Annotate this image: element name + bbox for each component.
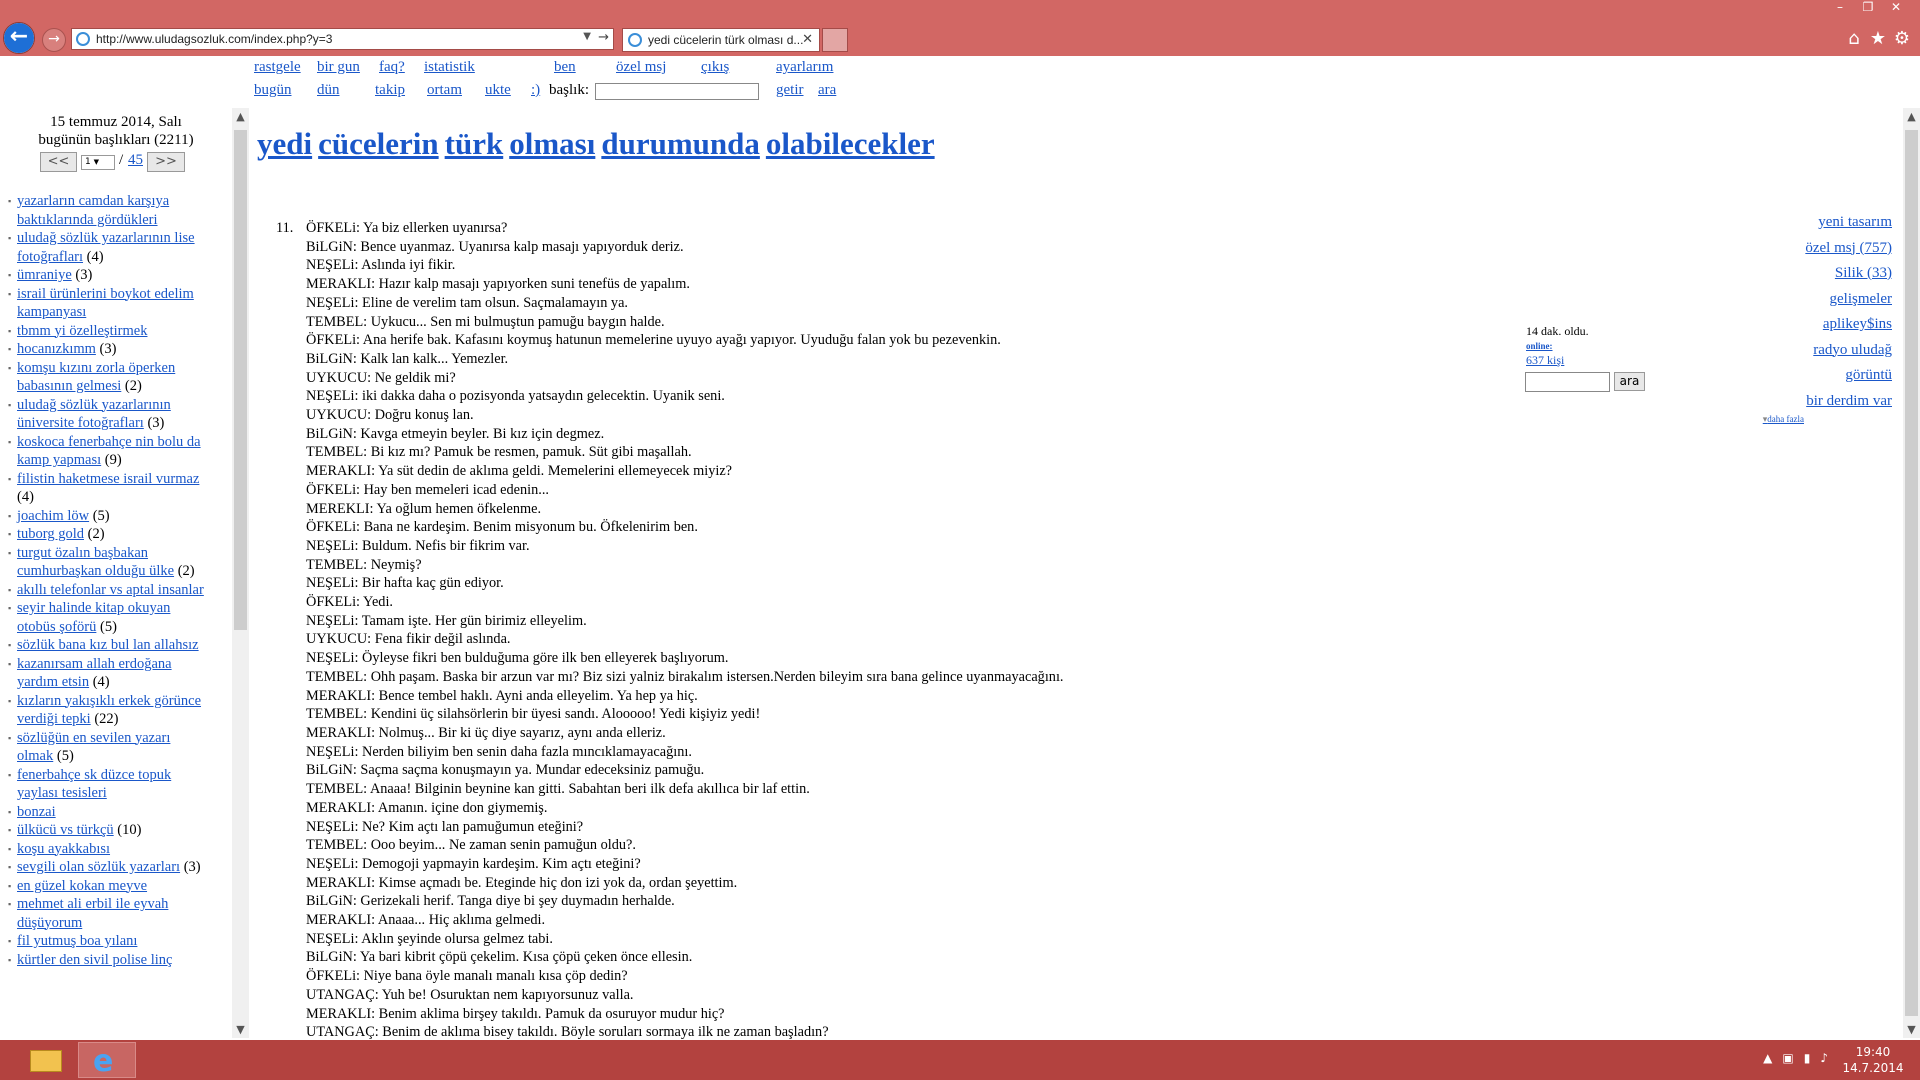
bullet-icon: ▪ — [8, 658, 12, 669]
topic-item — [8, 655, 206, 692]
bullet-icon: ▪ — [8, 695, 12, 706]
entry-line: MERAKLI: Hazır kalp masajı yapıyorken suni tenefüs de yapalım. — [306, 276, 690, 293]
bullet-icon: ▪ — [8, 603, 12, 613]
topic-item — [8, 895, 206, 932]
entry-line: TEMBEL: Kendini üç silahsörlerin bir üyesi sandı. Alooooo! Yedi kişiyiz yedi! — [306, 706, 761, 723]
entry-line: ÖFKELi: Yedi. — [306, 594, 393, 611]
title-search-label: başlık: — [549, 82, 589, 98]
topic-link[interactable]: kürtler den sivil polise linç — [17, 951, 173, 968]
bullet-icon: ▪ — [8, 344, 12, 354]
entry-line: NEŞELi: Öyleyse fikri ben bulduğuma göre ilk ben elleyerek başlıyorum. — [306, 650, 729, 667]
topic-link[interactable]: koşu ayakkabısı — [17, 840, 111, 857]
entry-line: MERAKLI: Ya süt dedin de aklıma geldi. Memelerini ellemeyecek miyiz? — [306, 463, 733, 480]
close-window-button[interactable]: ✕ — [1890, 0, 1902, 14]
entry-line: BiLGiN: Gerizekali herif. Tanga diye bi şey duymadın herhalde. — [306, 893, 675, 910]
topic-count: (10) — [117, 822, 142, 838]
topic-count: (3) — [183, 859, 201, 875]
topic-item — [8, 729, 206, 766]
entry-line: BiLGiN: Kalk lan kalk... Yemezler. — [306, 350, 509, 367]
entry-line: NEŞELi: Aklın şeyinde olursa gelmez tabi. — [306, 930, 553, 947]
topic-item — [8, 433, 206, 470]
title-word-link[interactable]: olabilecekler — [765, 126, 935, 161]
bullet-icon: ▪ — [8, 399, 12, 410]
bullet-icon: ▪ — [8, 954, 12, 965]
home-icon[interactable]: ⌂ — [1848, 28, 1860, 49]
topic-count: (4) — [92, 674, 110, 690]
entry-line: BiLGiN: Saçma saçma konuşmayın ya. Mundar edeceksiniz pamuğu. — [306, 762, 705, 779]
nav-smiley[interactable]: :) — [531, 82, 541, 98]
tab-title: yedi cücelerin türk olması d... — [648, 33, 804, 47]
topic-count: (2) — [87, 526, 105, 542]
entry-line: ÖFKELi: Bana ne kardeşim. Benim misyonum bu. Öfkelenirim ben. — [306, 519, 698, 536]
topic-item — [8, 803, 206, 822]
topic-item — [8, 766, 206, 803]
entry-line: UYKUCU: Doğru konuş lan. — [306, 407, 474, 424]
right-link[interactable]: bir derdim var — [1806, 392, 1892, 409]
nav-ortam[interactable]: ortam — [427, 82, 462, 98]
entry-line: NEŞELi: Buldum. Nefis bir fikrim var. — [306, 537, 530, 554]
topic-item — [8, 821, 206, 840]
file-explorer-button[interactable] — [16, 1042, 74, 1078]
right-search-input[interactable] — [1525, 372, 1610, 392]
left-date-header — [0, 113, 232, 149]
go-arrow-icon[interactable]: → — [598, 30, 609, 45]
topic-item — [8, 599, 206, 636]
topic-item — [8, 192, 206, 229]
bullet-icon: ▪ — [8, 270, 12, 280]
scroll-thumb[interactable] — [1905, 130, 1918, 1016]
entry-line: NEŞELi: iki dakka daha o pozisyonda yatsaydın gelecektin. Uyanik seni. — [306, 388, 725, 405]
browser-toolbar — [0, 0, 1920, 56]
entry-line: BiLGiN: Bence uyanmaz. Uyanırsa kalp masajı yapıyorduk deriz. — [306, 238, 684, 255]
topic-link[interactable]: hocanızkımm — [17, 341, 96, 357]
topic-link[interactable]: bonzai — [17, 803, 56, 820]
topic-item — [8, 322, 206, 341]
back-arrow-icon: ← — [4, 23, 34, 53]
topic-item — [8, 229, 206, 266]
bullet-icon: ▪ — [8, 436, 12, 447]
right-link[interactable]: özel msj (757) — [1805, 239, 1892, 256]
topic-count: (9) — [104, 452, 122, 468]
topic-count: (22) — [94, 711, 119, 727]
topic-count: (2) — [177, 563, 195, 579]
topic-item — [8, 544, 206, 581]
nav-faq[interactable]: faq? — [379, 59, 405, 75]
scroll-down-icon[interactable]: ▼ — [236, 1023, 245, 1036]
prev-page-button[interactable]: << — [40, 152, 77, 172]
entry-line: NEŞELi: Eline de verelim tam olsun. Saçmalamayın ya. — [306, 294, 628, 311]
scroll-up-icon[interactable]: ▲ — [1907, 110, 1916, 123]
right-link[interactable]: görüntü — [1845, 367, 1892, 383]
left-scrollbar[interactable] — [232, 108, 249, 1038]
entry-line: NEŞELi: Bir hafta kaç gün ediyor. — [306, 575, 504, 592]
topic-link[interactable]: mehmet ali erbil ile eyvah düşüyorum — [17, 896, 169, 931]
topic-item — [8, 359, 206, 396]
nav-bugun[interactable]: bugün — [254, 82, 292, 98]
entry-line: MERAKLI: Nolmuş... Bir ki üç diye sayarız, aynı anda elleriz. — [306, 724, 666, 741]
topic-link[interactable]: seyir halinde kitap okuyan otobüs şoförü — [17, 600, 171, 635]
topic-count: (3) — [99, 341, 117, 357]
nav-ara[interactable]: ara — [818, 82, 837, 98]
restore-button[interactable]: ❐ — [1862, 0, 1874, 14]
topic-list — [8, 192, 206, 969]
bullet-icon: ▪ — [8, 769, 12, 780]
bullet-icon: ▪ — [8, 233, 12, 243]
tab-close-icon[interactable]: ✕ — [802, 32, 813, 47]
entry-line: TEMBEL: Ooo beyim... Ne zaman senin pamuğun oldu?. — [306, 837, 636, 854]
entry-line: MERAKLI: Kimse açmadı be. Eteginde hiç don izi yok da, ordan şeyettim. — [306, 874, 738, 891]
right-link[interactable]: yeni tasarım — [1818, 214, 1892, 230]
bullet-icon: ▪ — [8, 288, 12, 299]
browser-tools — [1842, 28, 1914, 49]
nav-rastgele[interactable]: rastgele — [254, 59, 301, 75]
scroll-up-icon[interactable]: ▲ — [236, 110, 245, 123]
topic-item — [8, 470, 206, 507]
next-page-button[interactable]: >> — [147, 152, 185, 172]
topic-item — [8, 525, 206, 544]
bullet-icon: ▪ — [8, 825, 12, 835]
entry-line: MEREKLI: Ya oğlum hemen öfkelenme. — [306, 500, 542, 517]
right-link[interactable]: Silik (33) — [1834, 265, 1892, 281]
entry-line: MERAKLI: Benim aklima birşey takıldı. Pamuk da osuruyor mudur hiç? — [306, 1005, 725, 1022]
topic-link[interactable]: tbmm yi özelleştirmek — [17, 322, 148, 339]
topic-item — [8, 951, 206, 970]
folder-icon — [30, 1050, 62, 1072]
nav-bir-gun[interactable]: bir gun — [317, 59, 360, 75]
topic-count: (5) — [56, 748, 74, 764]
right-links — [1732, 210, 1892, 414]
topic-count: (4) — [17, 489, 34, 505]
more-link[interactable]: ▾daha fazla — [1762, 414, 1804, 424]
main-content — [252, 108, 1920, 1041]
bullet-icon: ▪ — [8, 899, 12, 909]
right-link[interactable]: radyo uludağ — [1813, 341, 1892, 358]
entry-body — [306, 219, 1064, 1042]
topic-item — [8, 636, 206, 655]
nav-ben[interactable]: ben — [554, 59, 576, 75]
online-count[interactable]: 637 kişi — [1526, 353, 1565, 367]
nav-istatistik[interactable]: istatistik — [424, 59, 475, 75]
address-bar[interactable] — [71, 28, 614, 50]
volume-icon[interactable]: ♪ — [1820, 1051, 1828, 1065]
topic-link[interactable]: uludağ sözlük yazarlarının üniversite fotoğrafları — [17, 396, 171, 431]
topic-link[interactable]: koskoca fenerbahçe nin bolu da kamp yapması — [17, 433, 201, 468]
ie-favicon-icon — [628, 33, 642, 47]
topic-count: (3) — [147, 415, 165, 431]
bullet-icon: ▪ — [8, 880, 12, 891]
entry-line: NEŞELi: Ne? Kim açtı lan pamuğumun eteğini? — [306, 818, 584, 835]
title-word-link[interactable]: olması — [509, 126, 596, 161]
topic-item — [8, 858, 206, 877]
right-link[interactable]: gelişmeler — [1829, 290, 1892, 307]
topic-link[interactable]: en güzel kokan meyve — [17, 877, 148, 894]
topic-item — [8, 340, 206, 359]
current-date: 15 temmuz 2014, Salı — [50, 114, 182, 130]
title-word-link[interactable]: cücelerin — [318, 126, 439, 161]
nav-ozel-msj[interactable]: özel msj — [616, 59, 667, 75]
back-button[interactable] — [3, 22, 35, 54]
topic-link[interactable]: fil yutmuş boa yılanı — [17, 933, 138, 949]
left-sidebar — [0, 108, 252, 1038]
network-app-icon[interactable]: ▣ — [1782, 1051, 1794, 1065]
forward-button[interactable]: → — [42, 28, 66, 52]
signal-icon[interactable]: ▮ — [1803, 1051, 1811, 1065]
window-controls — [1826, 0, 1910, 14]
bullet-icon: ▪ — [8, 732, 12, 743]
bullet-icon: ▪ — [8, 584, 12, 595]
settings-icon[interactable]: ⚙ — [1893, 28, 1911, 49]
page-select[interactable]: 1 ▼ — [81, 155, 115, 170]
bullet-icon: ▪ — [8, 843, 12, 854]
topic-link[interactable]: ülkücü vs türkçü — [17, 822, 114, 838]
page-title — [257, 126, 941, 162]
topic-link[interactable]: tuborg gold — [17, 526, 84, 542]
topic-link[interactable]: israil ürünlerini boykot edelim kampanyası — [17, 285, 194, 320]
bullet-icon: ▪ — [8, 640, 12, 650]
topic-link[interactable]: sevgili olan sözlük yazarları — [17, 859, 181, 875]
topic-count: (4) — [86, 248, 104, 265]
taskbar — [0, 1040, 1920, 1080]
topic-item — [8, 877, 206, 896]
bullet-icon: ▪ — [8, 529, 12, 539]
topic-item — [8, 396, 206, 433]
bullet-icon: ▪ — [8, 325, 12, 336]
nav-ayarlarim[interactable]: ayarlarım — [776, 59, 834, 75]
topic-link[interactable]: ümraniye — [17, 267, 72, 283]
bullet-icon: ▪ — [8, 510, 12, 521]
address-dropdown-icon[interactable]: ▼ — [583, 31, 591, 42]
topic-link[interactable]: joachim löw — [17, 507, 90, 524]
topic-link[interactable]: turgut özalın başbakan cumhurbaşkan olduğu ülke — [17, 544, 175, 579]
entry-line: MERAKLI: Amanın. içine don giymemiş. — [306, 799, 548, 816]
bullet-icon: ▪ — [8, 196, 12, 206]
today-topics-count: bugünün başlıkları (2211) — [38, 132, 194, 148]
topic-link[interactable]: kızların yakışıklı erkek görünce verdiği tepki — [17, 692, 202, 727]
topic-link[interactable]: sözlük bana kız bul lan allahsız — [17, 637, 199, 653]
scroll-thumb[interactable] — [234, 130, 247, 630]
entry-number: 11. — [276, 220, 294, 236]
topic-item — [8, 266, 206, 285]
entry-line: NEŞELi: Demogoji yapmayin kardeşim. Kim açtı eteğini? — [306, 855, 641, 872]
topic-item — [8, 581, 206, 600]
topic-link[interactable]: fenerbahçe sk düzce topuk yaylası tesisleri — [17, 766, 172, 801]
topic-item — [8, 692, 206, 729]
bullet-icon: ▪ — [8, 547, 12, 558]
entry-line: TEMBEL: Uykucu... Sen mi bulmuştun pamuğu baygın halde. — [306, 313, 665, 330]
entry-line: UYKUCU: Fena fikir değil aslında. — [306, 631, 511, 648]
favorites-icon[interactable]: ★ — [1869, 28, 1887, 49]
entry-line: NEŞELi: Aslında iyi fikir. — [306, 257, 456, 274]
status-block — [1526, 324, 1589, 367]
entry-line: TEMBEL: Ohh paşam. Baska bir arzun var mı? Biz sizi yalniz birakalım istersen.Nerden bileyim sıra bana gelince uyanmayacağını. — [306, 668, 1064, 685]
entry-line: BiLGiN: Ya bari kibrit çöpü çekelim. Kısa çöpü çeken önce ellesin. — [306, 949, 693, 966]
online-label[interactable]: online: — [1526, 341, 1553, 351]
title-word-link[interactable]: yedi — [257, 126, 313, 161]
topic-link[interactable]: filistin haketmese israil vurmaz — [17, 470, 200, 487]
right-search-button[interactable]: ara — [1614, 372, 1645, 391]
entry-line: NEŞELi: Tamam işte. Her gün birimiz elleyelim. — [306, 612, 587, 629]
internet-explorer-button[interactable] — [78, 1042, 136, 1078]
tray-icons — [1753, 1051, 1828, 1065]
topic-link[interactable]: kazanırsam allah erdoğana yardım etsin — [17, 655, 172, 690]
new-tab-button[interactable] — [822, 28, 848, 52]
topic-link[interactable]: sözlüğün en sevilen yazarı olmak — [17, 729, 171, 764]
scroll-down-icon[interactable]: ▼ — [1907, 1023, 1916, 1036]
entry-line: UYKUCU: Ne geldik mi? — [306, 369, 456, 386]
entry-line: BiLGiN: Kavga etmeyin beyler. Bi kız için degmez. — [306, 425, 605, 442]
last-update: 14 dak. oldu. — [1526, 324, 1589, 338]
topic-link[interactable]: akıllı telefonlar vs aptal insanlar — [17, 581, 204, 598]
entry-line: ÖFKELi: Ana herife bak. Kafasını koymuş hatunun memelerine uyuyo ayağı yapıyor. Uyuduğu falan yok bu pezevenkin. — [306, 332, 1001, 349]
nav-dun[interactable]: dün — [317, 82, 340, 98]
show-hidden-icon[interactable]: ▲ — [1763, 1051, 1773, 1065]
nav-ukte[interactable]: ukte — [485, 82, 511, 98]
entry-line: MERAKLI: Bence tembel haklı. Ayni anda elleyelim. Ya hep ya hiç. — [306, 687, 698, 704]
entry-line: UTANGAÇ: Yuh be! Osuruktan nem kapıyorsunuz valla. — [306, 986, 634, 1003]
clock[interactable] — [1838, 1044, 1908, 1076]
topic-count: (3) — [75, 267, 93, 283]
topic-count: (5) — [99, 618, 117, 635]
entry-line: ÖFKELi: Ya biz ellerken uyanırsa? — [306, 220, 508, 236]
topic-link[interactable]: uludağ sözlük yazarlarının lise fotoğrafları — [17, 230, 195, 265]
topic-item — [8, 932, 206, 951]
minimize-button[interactable]: – — [1837, 0, 1843, 14]
browser-tab-active[interactable] — [622, 28, 820, 52]
main-scrollbar[interactable] — [1903, 108, 1920, 1038]
ie-favicon-icon — [76, 32, 90, 46]
last-page-link[interactable]: 45 — [128, 152, 143, 168]
nav-cikis[interactable]: çıkış — [701, 59, 730, 75]
clock-time: 19:40 — [1855, 1045, 1891, 1059]
nav-takip[interactable]: takip — [375, 82, 405, 98]
entry-line: NEŞELi: Nerden biliyim ben senin daha fazla mıncıklamayacağını. — [306, 743, 692, 760]
nav-getir[interactable]: getir — [776, 82, 804, 98]
topic-item — [8, 285, 206, 322]
topic-count: (5) — [92, 507, 110, 524]
bullet-icon: ▪ — [8, 862, 12, 872]
bullet-icon: ▪ — [8, 806, 12, 817]
entry-line: MERAKLI: Anaaa... Hiç aklıma gelmedi. — [306, 912, 546, 929]
clock-date: 14.7.2014 — [1842, 1061, 1904, 1075]
right-link[interactable]: aplikey$ins — [1822, 316, 1892, 332]
title-word-link[interactable]: durumunda — [601, 126, 760, 161]
topic-item — [8, 507, 206, 526]
entry-line: ÖFKELi: Niye bana öyle manalı manalı kısa çöp dedin? — [306, 968, 628, 985]
entry-line: UTANGAÇ: Benim de aklıma bisey takıldı. Böyle soruları sormaya ilk ne zaman başladın? — [306, 1024, 829, 1041]
address-url[interactable]: http://www.uludagsozluk.com/index.php?y=3 — [96, 32, 333, 46]
entry-line: TEMBEL: Neymiş? — [306, 556, 422, 573]
title-word-link[interactable]: türk — [444, 126, 504, 161]
entry-line: TEMBEL: Bi kız mı? Pamuk be resmen, pamuk. Süt gibi maşallah. — [306, 444, 692, 461]
page-separator: / — [119, 152, 124, 168]
topic-link[interactable]: komşu kızını zorla öperken babasının gelmesi — [17, 359, 176, 394]
topic-link[interactable]: yazarların camdan karşıya baktıklarında gördükleri — [17, 193, 170, 228]
entry-line: TEMBEL: Anaaa! Bilginin beynine kan gitti. Sabahtan beri ilk defa akıllıca bir laf ettin. — [306, 781, 810, 798]
topic-count: (2) — [124, 378, 142, 394]
topic-item — [8, 840, 206, 859]
bullet-icon: ▪ — [8, 473, 12, 484]
title-search-input[interactable] — [595, 83, 759, 100]
bullet-icon: ▪ — [8, 362, 12, 373]
entry-line: ÖFKELi: Hay ben memeleri icad edenin... — [306, 481, 549, 498]
bullet-icon: ▪ — [8, 936, 12, 946]
ie-icon: e — [93, 1044, 114, 1079]
